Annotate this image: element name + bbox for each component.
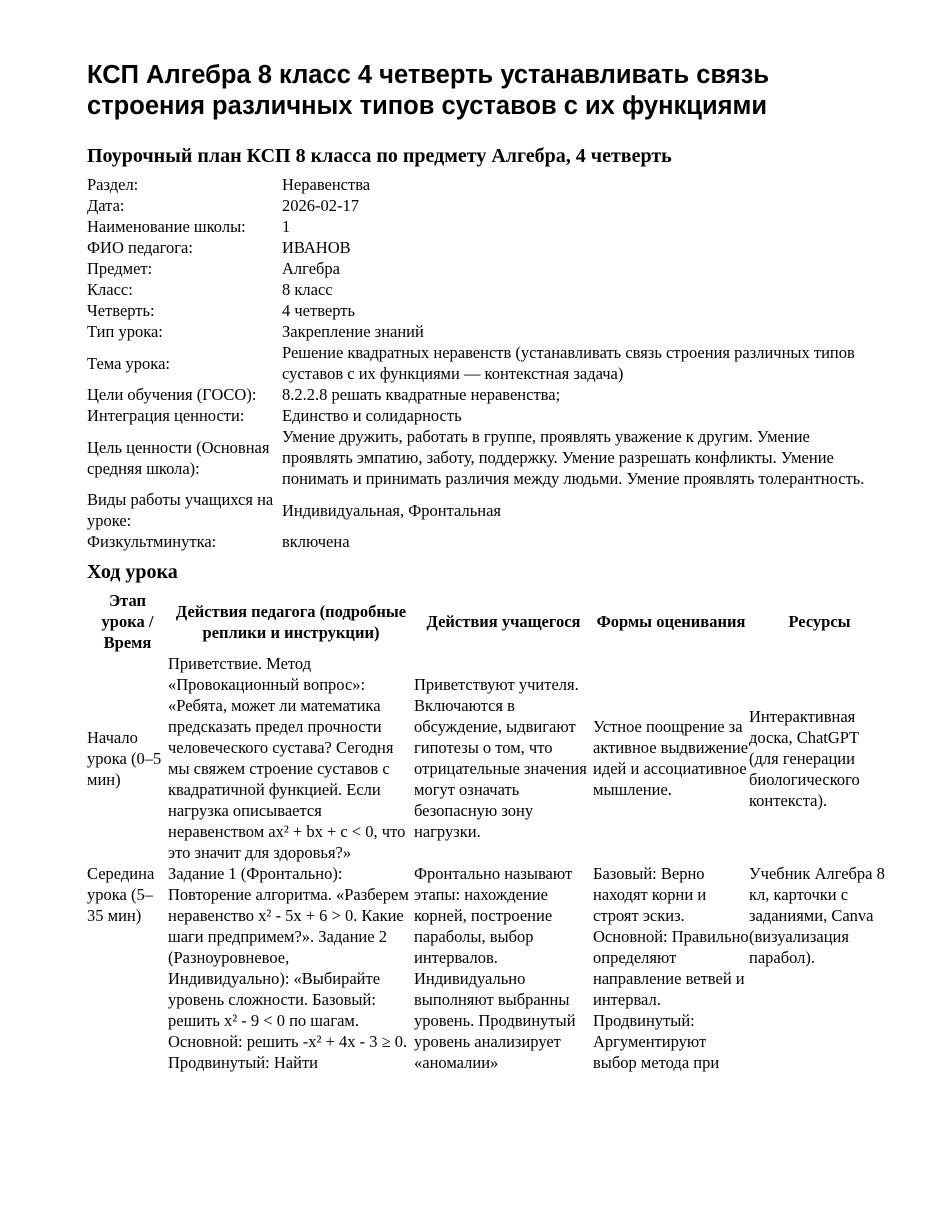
info-key: Четверть: <box>87 301 155 320</box>
info-value: Решение квадратных неравенств (устанавливать связь строения различных типов суставов с их функциями — контекстная задача) <box>282 343 855 383</box>
lesson-flow-table <box>87 590 890 1073</box>
info-value: 2026-02-17 <box>282 196 359 215</box>
info-value: Индивидуальная, Фронтальная <box>282 500 501 520</box>
lesson-flow-heading: Ход урока <box>87 561 178 583</box>
assessment-cell: Устное поощрение за активное выдвижение идей и ассоциативное мышление. <box>593 717 749 799</box>
info-value: включена <box>282 532 350 551</box>
teacher-cell: Приветствие. Метод «Провокационный вопрос»: «Ребята, может ли математика предсказать предел прочности человеческого сустава? Сегодня мы свяжем строение суставов с квадратичной функцией. Если нагрузка описывается неравенством ax² + bx + c < 0, что это значит для здоровья?» <box>168 654 406 862</box>
info-row <box>87 489 882 531</box>
header-assessment: Формы оценивания <box>596 612 746 631</box>
info-row <box>87 405 882 426</box>
info-key: Тип урока: <box>87 322 163 341</box>
document-page <box>87 60 890 1073</box>
student-cell: Фронтально называют этапы: нахождение корней, построение параболы, выбор интервалов. Индивидуально выполняют выбранны уровень. Продвинутый уровень анализирует «аномалии» <box>414 864 576 1072</box>
info-row <box>87 426 882 489</box>
info-key: Виды работы учащихся на уроке: <box>87 490 274 530</box>
student-cell: Приветствуют учителя. Включаются в обсуждение, ыдвигают гипотезы о том, что отрицательные значения могут означать безопасную зону нагрузки. <box>414 675 587 841</box>
info-row <box>87 195 882 216</box>
info-key: Цель ценности (Основная средняя школа): <box>87 437 270 478</box>
info-key: Цели обучения (ГОСО): <box>87 385 257 404</box>
resources-cell: Интерактивная доска, ChatGPT (для генерации биологического контекста). <box>749 706 860 810</box>
info-key: Дата: <box>87 196 125 215</box>
info-value: 1 <box>282 217 291 236</box>
info-row <box>87 237 882 258</box>
teacher-cell: Задание 1 (Фронтально): Повторение алгоритма. «Разберем неравенство x² - 5x + 6 > 0. Какие шаги предпримем?». Задание 2 (Разноуровневое, Индивидуально): «Выбирайте уровень сложности. Базовый: решить x² - 9 < 0 по шагам. Основной: решить -x² + 4x - 3 ≥ 0. Продвинутый: Найти <box>168 864 409 1072</box>
info-value: 4 четверть <box>282 301 355 320</box>
header-student: Действия учащегося <box>426 612 581 631</box>
info-key: Тема урока: <box>87 353 170 373</box>
info-value: Единство и солидарность <box>282 406 462 425</box>
table-row <box>87 653 890 863</box>
stage-cell: Начало урока (0–5 мин) <box>87 727 162 789</box>
info-row <box>87 174 882 195</box>
info-value: Неравенства <box>282 175 371 194</box>
info-value: 8 класс <box>282 280 333 299</box>
info-key: Класс: <box>87 280 133 299</box>
info-value: Алгебра <box>282 259 340 278</box>
info-row <box>87 342 882 384</box>
info-row <box>87 384 882 405</box>
lesson-info-table <box>87 174 882 552</box>
info-key: Предмет: <box>87 259 153 278</box>
info-key: Раздел: <box>87 175 139 194</box>
info-value: Закрепление знаний <box>282 322 424 341</box>
info-value: 8.2.2.8 решать квадратные неравенства; <box>282 385 561 404</box>
info-key: Физкультминутка: <box>87 532 217 551</box>
info-key: ФИО педагога: <box>87 238 193 257</box>
info-row <box>87 300 882 321</box>
info-value: ИВАНОВ <box>282 238 351 257</box>
info-row <box>87 258 882 279</box>
info-key: Наименование школы: <box>87 217 246 236</box>
header-stage: Этап урока / Время <box>101 591 154 652</box>
header-resources: Ресурсы <box>788 612 851 631</box>
info-row <box>87 321 882 342</box>
stage-cell: Середина урока (5–35 мин) <box>87 864 155 925</box>
table-header-row <box>87 590 890 653</box>
info-row <box>87 216 882 237</box>
assessment-cell: Базовый: Верно находят корни и строят эскиз. Основной: Правильно определяют направление ветвей и интервал. Продвинутый: Аргументируют выбор метода при <box>593 864 749 1072</box>
header-teacher: Действия педагога (подробные реплики и инструкции) <box>175 601 407 642</box>
plan-subtitle: Поурочный план КСП 8 класса по предмету Алгебра, 4 четверть <box>87 145 672 167</box>
table-row <box>87 863 890 1073</box>
document-title: КСП Алгебра 8 класс 4 четверть устанавливать связь строения различных типов суставов с их функциями <box>87 61 770 120</box>
info-value: Умение дружить, работать в группе, проявлять уважение к другим. Умение проявлять эмпатию, заботу, поддержку. Умение разрешать конфликты. Умение понимать и принимать различия между людьми. Умение проявлять толерантность. <box>282 427 865 488</box>
info-row <box>87 531 882 552</box>
resources-cell: Учебник Алгебра 8 кл, карточки с заданиями, Canva (визуализация парабол). <box>749 864 885 967</box>
info-row <box>87 279 882 300</box>
info-key: Интеграция ценности: <box>87 406 245 425</box>
